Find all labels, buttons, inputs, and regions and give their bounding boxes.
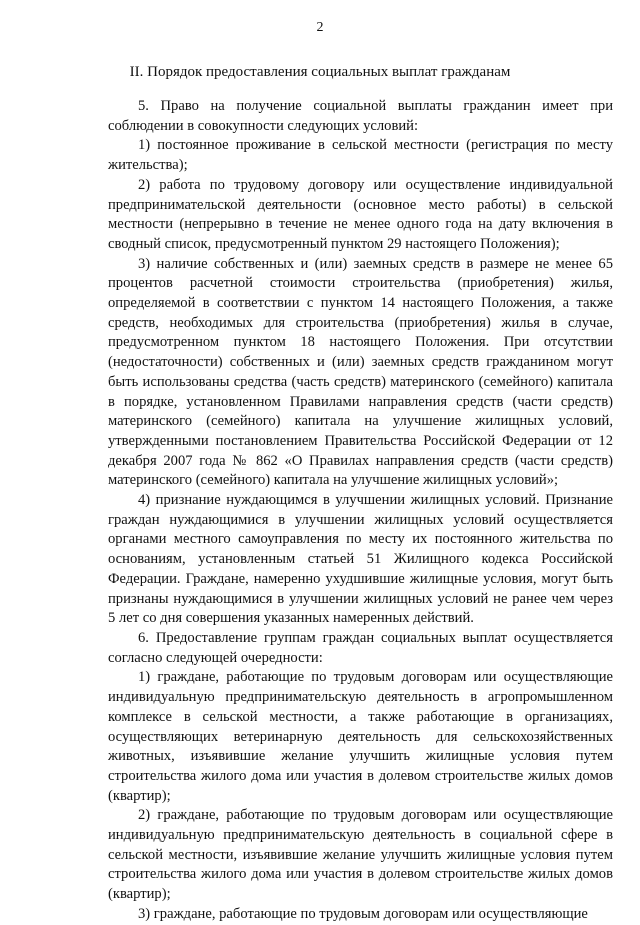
paragraph-5-item-1: 1) постоянное проживание в сельской местности (регистрация по месту жительства); xyxy=(108,137,613,174)
section-title: II. Порядок предоставления социальных выплат гражданам xyxy=(129,64,511,80)
paragraph-6-intro: 6. Предоставление группам граждан социальных выплат осуществляется согласно следующей очередности: xyxy=(108,629,613,666)
paragraph-5-intro: 5. Право на получение социальной выплаты гражданин имеет при соблюдении в совокупности следующих условий: xyxy=(108,98,613,134)
paragraph-5-item-4: 4) признание нуждающимся в улучшении жилищных условий. Признание граждан нуждающимися в улучшении жилищных условий осуществляется органами местного самоуправления по месту их постоянного жительства по основаниям, установленным статьей 51 Жилищного кодекса Российской Федерации. Граждане, намеренно ухудшившие жилищные условия, могут быть признаны нуждающимися в улучшении жилищных условий не ранее чем через 5 лет со дня совершения указанных намеренных действий. xyxy=(108,492,613,627)
page-number: 2 xyxy=(316,20,324,35)
paragraph-5-item-2: 2) работа по трудовому договору или осуществление индивидуальной предпринимательской деятельности (основное место работы) в сельской местности (непрерывно в течение не менее одного года на дату включения в сводный список, предусмотренный пунктом 29 настоящего Положения); xyxy=(108,176,613,252)
document-body xyxy=(108,97,613,925)
paragraph-5-item-3: 3) наличие собственных и (или) заемных средств в размере не менее 65 процентов расчетной стоимости строительства (приобретения) жилья, определяемой в соответствии с пунктом 14 настоящего Положения, а также средств, необходимых для строительства (приобретения) жилья в случае, предусмотренном пунктом 18 настоящего Положения. При отсутствии (недостаточности) собственных и (или) заемных средств гражданином могут быть использованы средства (часть средств) материнского (семейного) капитала в порядке, установленном Правилами направления средств (части средств) материнского (семейного) капитала на улучшение жилищных условий, утвержденными постановлением Правительства Российской Федерации от 12 декабря 2007 года № 862 «О Правилах направления средств (части средств) материнского (семейного) капитала на улучшение жилищных условий»; xyxy=(108,255,613,489)
paragraph-6-item-3: 3) граждане, работающие по трудовым договорам или осуществляющие xyxy=(138,905,588,922)
paragraph-6-item-2: 2) граждане, работающие по трудовым договорам или осуществляющие индивидуальную предпринимательскую деятельность в социальной сфере в сельской местности, изъявившие желание улучшить жилищные условия путем строительства жилого дома или участия в долевом строительстве жилых домов (квартир); xyxy=(108,807,613,903)
paragraph-6-item-1: 1) граждане, работающие по трудовым договорам или осуществляющие индивидуальную предпринимательскую деятельность в агропромышленном комплексе в сельской местности, а также работающие в организациях, осуществляющих ветеринарную деятельность для сельскохозяйственных животных, изъявившие желание улучшить жилищные условия путем строительства жилого дома или участия в долевом строительстве жилых домов (квартир); xyxy=(108,669,613,804)
